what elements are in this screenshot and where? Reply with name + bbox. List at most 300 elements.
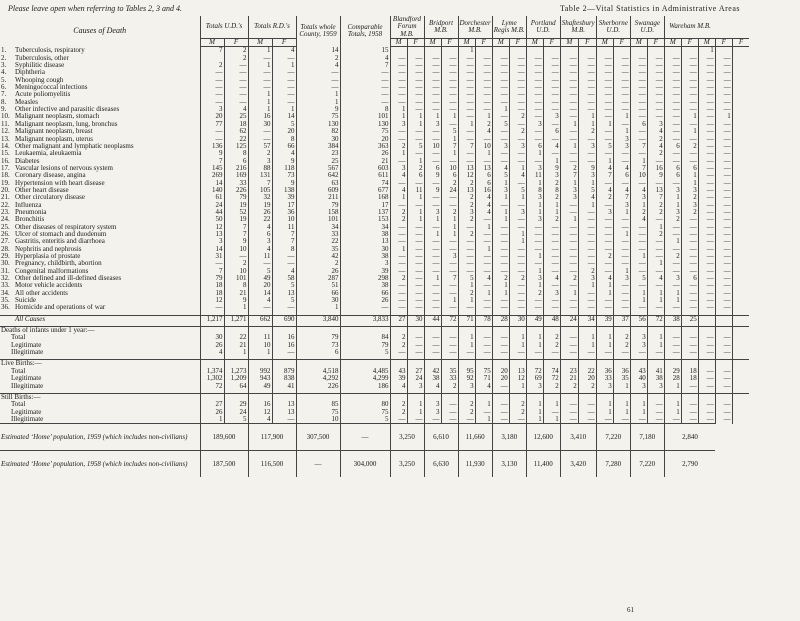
table-cell: — (272, 91, 296, 98)
table-cell: — (578, 209, 596, 216)
table-cell: 1 (630, 253, 647, 260)
table-cell: 3 (200, 106, 224, 113)
table-cell: — (526, 113, 543, 120)
table-cell: 11 (526, 172, 543, 179)
table-cell: 9 (272, 180, 296, 187)
table-cell: 1 (390, 150, 407, 157)
table-cell: — (715, 77, 732, 84)
table-cell: — (272, 349, 296, 356)
table-cell: — (475, 231, 492, 238)
table-cell (647, 47, 664, 55)
table-cell: — (647, 401, 664, 408)
table-cell: 7 (630, 143, 647, 150)
table-cell: 33 (224, 180, 248, 187)
table-cell: — (560, 99, 578, 106)
table-cell: — (698, 416, 715, 424)
table-cell: — (596, 69, 613, 76)
table-cell (543, 47, 560, 55)
table-row (0, 216, 749, 223)
table-cell: 21 (340, 158, 390, 165)
table-cell: 3 (526, 275, 543, 282)
table-cell: 1 (296, 91, 340, 98)
table-cell: — (560, 128, 578, 135)
table-cell: — (681, 62, 698, 69)
table-cell: 27 (390, 315, 407, 323)
table-cell: 51 (296, 282, 340, 289)
table-row (0, 69, 749, 76)
table-cell: 1 (272, 106, 296, 113)
table-cell: 1 (596, 401, 613, 408)
sex-subheader: F (647, 39, 664, 47)
table-cell: 838 (272, 375, 296, 382)
table-cell: — (681, 106, 698, 113)
cause-text: Illegitimate (11, 382, 44, 390)
table-cell (732, 91, 749, 98)
table-cell: 3 (681, 187, 698, 194)
table-cell: — (647, 62, 664, 69)
empty-cell (526, 393, 543, 401)
cause-label (0, 136, 200, 143)
empty-cell (715, 360, 732, 368)
table-cell: 3 (647, 121, 664, 128)
table-cell: 4 (578, 194, 596, 201)
cause-text: Other malignant and lymphatic neoplasms (15, 142, 134, 150)
table-cell: 1 (272, 62, 296, 69)
table-cell: 168 (340, 194, 390, 201)
cause-text: Ulcer of stomach and duodenum (15, 230, 107, 238)
table-row (0, 368, 749, 375)
table-cell: 2 (200, 62, 224, 69)
table-cell: 12 (458, 172, 475, 179)
table-cell: 642 (296, 172, 340, 179)
table-cell: — (248, 77, 272, 84)
table-cell: 186 (340, 383, 390, 390)
table-cell: 14 (200, 180, 224, 187)
table-cell (578, 47, 596, 55)
table-cell: 1 (390, 246, 407, 253)
table-cell: — (475, 268, 492, 275)
table-cell: 1 (613, 409, 630, 416)
table-cell (441, 47, 458, 55)
table-cell: — (492, 84, 509, 91)
cause-number: 32. (1, 275, 10, 283)
table-cell: — (613, 77, 630, 84)
table-cell: — (248, 69, 272, 76)
table-cell: 4 (596, 275, 613, 282)
table-cell: — (340, 84, 390, 91)
table-cell: 3 (526, 121, 543, 128)
population-value: 187,500 (200, 451, 248, 478)
table-cell: 2 (647, 209, 664, 216)
cause-text: Malignant neoplasm, stomach (15, 113, 100, 121)
table-cell: — (543, 282, 560, 289)
sex-subheader: F (578, 39, 596, 47)
table-cell: — (664, 268, 681, 275)
table-cell: — (681, 416, 698, 424)
cause-label (0, 194, 200, 201)
table-cell: 2 (509, 128, 526, 135)
table-cell: — (424, 224, 441, 231)
table-cell: 4 (248, 246, 272, 253)
sex-subheader: M (526, 39, 543, 47)
table-cell: 3 (560, 194, 578, 201)
table-cell: 2 (543, 180, 560, 187)
table-cell: — (441, 238, 458, 245)
table-cell: 36 (596, 368, 613, 375)
table-cell: 3 (458, 209, 475, 216)
table-cell: — (424, 246, 441, 253)
table-cell: 3 (424, 409, 441, 416)
table-cell: 12 (200, 297, 224, 304)
table-cell (732, 69, 749, 76)
table-cell: — (424, 253, 441, 260)
table-cell: 384 (296, 143, 340, 150)
table-cell: 101 (224, 275, 248, 282)
table-cell: — (458, 99, 475, 106)
table-cell: — (698, 128, 715, 135)
table-cell: — (509, 416, 526, 424)
table-cell: 1 (543, 158, 560, 165)
table-cell: — (424, 62, 441, 69)
table-cell: 3 (596, 209, 613, 216)
section-title-row (0, 327, 749, 335)
table-cell: — (407, 416, 424, 424)
table-cell: 11 (272, 224, 296, 231)
table-cell: — (613, 69, 630, 76)
table-cell (732, 409, 749, 416)
population-value: 189,600 (200, 424, 248, 451)
table-cell: — (526, 77, 543, 84)
table-cell: 130 (296, 121, 340, 128)
table-cell: 1 (475, 290, 492, 297)
table-cell: 1 (613, 128, 630, 135)
cause-text: Measles (15, 98, 38, 106)
table-cell: — (596, 349, 613, 356)
empty-cell (681, 360, 698, 368)
table-cell: 3 (526, 194, 543, 201)
table-cell (732, 368, 749, 375)
table-cell: 7 (441, 275, 458, 282)
population-value: 2,790 (664, 451, 715, 478)
table-cell: — (509, 297, 526, 304)
table-cell: 2 (509, 409, 526, 416)
table-cell: 6 (630, 121, 647, 128)
table-cell: — (698, 375, 715, 382)
table-cell: — (698, 349, 715, 356)
table-cell: — (596, 106, 613, 113)
table-cell: 2 (458, 401, 475, 408)
table-cell: — (458, 128, 475, 135)
empty-cell (698, 393, 715, 401)
table-cell: 75 (296, 113, 340, 120)
table-cell: — (715, 165, 732, 172)
table-cell: — (475, 297, 492, 304)
table-cell: 1 (681, 113, 698, 120)
table-row (0, 136, 749, 143)
table-row (0, 180, 749, 187)
open-note: Please leave open when referring to Tables 2, 3 and 4. (8, 4, 183, 13)
table-cell: 879 (272, 368, 296, 375)
table-cell: 32 (248, 194, 272, 201)
table-cell: 31 (200, 253, 224, 260)
table-row (0, 375, 749, 382)
table-cell: — (492, 268, 509, 275)
cause-number: 11. (1, 120, 10, 128)
table-cell: — (458, 77, 475, 84)
table-cell: 4 (390, 172, 407, 179)
cause-label (0, 224, 200, 231)
table-cell: 2 (613, 334, 630, 341)
cause-text: Total (11, 401, 26, 409)
table-cell: 101 (340, 113, 390, 120)
table-cell (732, 187, 749, 194)
table-cell: 4 (390, 187, 407, 194)
table-cell: — (475, 349, 492, 356)
sex-subheader: F (272, 39, 296, 47)
table-cell: — (526, 231, 543, 238)
table-cell: — (407, 69, 424, 76)
table-cell: 14 (272, 113, 296, 120)
table-cell: — (715, 209, 732, 216)
cause-number: 19. (1, 179, 10, 187)
table-cell: — (441, 416, 458, 424)
table-cell: — (715, 187, 732, 194)
table-cell: 611 (340, 172, 390, 179)
empty-cell (200, 393, 224, 401)
table-cell: — (698, 150, 715, 157)
table-cell: — (715, 253, 732, 260)
cause-text: Vascular lesions of nervous system (15, 164, 113, 172)
table-cell: — (698, 268, 715, 275)
empty-cell (407, 360, 424, 368)
table-cell: 992 (248, 368, 272, 375)
table-cell: 1 (224, 349, 248, 356)
table-cell: 43 (390, 368, 407, 375)
cause-label (0, 275, 200, 282)
table-cell: 77 (200, 121, 224, 128)
table-cell: — (613, 290, 630, 297)
table-cell: 1 (492, 216, 509, 223)
population-value: 11,660 (458, 424, 492, 451)
table-cell: 1 (664, 202, 681, 209)
table-cell: 2 (458, 216, 475, 223)
table-cell: — (596, 238, 613, 245)
table-cell: — (390, 55, 407, 62)
population-value: 7,220 (596, 424, 630, 451)
table-cell: — (543, 55, 560, 62)
table-cell: — (715, 150, 732, 157)
table-cell: — (509, 69, 526, 76)
table-cell: — (664, 282, 681, 289)
cause-text: Hyperplasia of prostate (15, 253, 81, 260)
table-cell: 3 (613, 136, 630, 143)
table-cell: 9 (200, 150, 224, 157)
table-cell: — (664, 91, 681, 98)
table-cell (613, 47, 630, 55)
table-cell: 1 (578, 202, 596, 209)
table-cell: 20 (492, 368, 509, 375)
table-cell: — (715, 224, 732, 231)
empty-cell (596, 393, 613, 401)
table-cell: — (441, 349, 458, 356)
table-cell: 13 (475, 165, 492, 172)
table-cell (509, 47, 526, 55)
table-cell: 1 (424, 231, 441, 238)
table-cell: 3 (630, 383, 647, 390)
table-cell: 16 (272, 342, 296, 349)
table-cell: 7 (224, 224, 248, 231)
table-cell: 13 (647, 187, 664, 194)
table-cell: — (681, 304, 698, 311)
table-cell: — (681, 84, 698, 91)
table-cell: — (647, 69, 664, 76)
table-cell: 2 (458, 180, 475, 187)
table-cell: 23 (560, 368, 578, 375)
table-cell: — (200, 304, 224, 311)
table-cell: 1 (526, 334, 543, 341)
table-cell: — (647, 77, 664, 84)
table-cell: — (715, 368, 732, 375)
causes-header: Causes of Death (73, 26, 127, 36)
table-cell: — (578, 158, 596, 165)
table-cell: 6 (664, 143, 681, 150)
table-cell: 3 (613, 275, 630, 282)
cause-text: Tuberculosis, respiratory (15, 46, 85, 55)
table-cell: — (492, 99, 509, 106)
table-cell: 1 (630, 409, 647, 416)
table-cell: — (613, 180, 630, 187)
table-cell: 2 (681, 209, 698, 216)
table-cell: — (492, 77, 509, 84)
table-cell: — (248, 84, 272, 91)
empty-cell (560, 327, 578, 335)
cause-text: Other circulatory disease (15, 194, 85, 202)
sex-subheader: F (224, 39, 248, 47)
table-cell: — (475, 334, 492, 341)
cause-label (0, 106, 200, 113)
wareham-header: Wareham M.B. (664, 16, 715, 39)
empty-cell (475, 327, 492, 335)
table-cell: 2 (458, 290, 475, 297)
table-cell: — (407, 77, 424, 84)
table-cell: — (560, 334, 578, 341)
table-cell: 24 (407, 375, 424, 382)
table-cell: 75 (340, 409, 390, 416)
table-cell: — (715, 194, 732, 201)
table-cell: — (630, 91, 647, 98)
table-cell: 2 (492, 275, 509, 282)
table-cell: 13 (200, 231, 224, 238)
cause-label (0, 150, 200, 157)
table-cell: — (458, 69, 475, 76)
table-cell: — (441, 121, 458, 128)
table-cell: 25 (296, 158, 340, 165)
table-cell: 1 (664, 409, 681, 416)
table-cell: — (390, 304, 407, 311)
table-cell: — (715, 202, 732, 209)
table-cell: 8 (224, 150, 248, 157)
table-cell: 1 (492, 180, 509, 187)
table-cell: — (698, 62, 715, 69)
table-cell: — (715, 99, 732, 106)
table-cell: 1 (407, 121, 424, 128)
table-cell: — (526, 349, 543, 356)
table-cell: 2 (475, 121, 492, 128)
table-cell: 40 (630, 375, 647, 382)
table-cell: 10 (224, 268, 248, 275)
population-value: 3,420 (560, 451, 596, 478)
table-cell: 1 (596, 158, 613, 165)
table-cell: — (715, 216, 732, 223)
table-cell: 48 (543, 315, 560, 323)
table-cell: — (715, 136, 732, 143)
table-cell: 1 (509, 383, 526, 390)
table-cell: 2 (596, 194, 613, 201)
table-cell: 49 (248, 275, 272, 282)
table-cell: 6 (475, 180, 492, 187)
table-cell: — (715, 62, 732, 69)
table-cell: — (560, 69, 578, 76)
table-cell: — (596, 180, 613, 187)
table-cell: — (441, 334, 458, 341)
table-cell: 1 (560, 290, 578, 297)
cause-text: Diphtheria (15, 69, 45, 77)
table-cell: 3 (424, 121, 441, 128)
empty-cell (732, 327, 749, 335)
table-cell: — (578, 55, 596, 62)
table-cell: 16 (248, 113, 272, 120)
empty-cell (509, 393, 526, 401)
table-cell: — (407, 349, 424, 356)
table-cell: 66 (296, 290, 340, 297)
table-cell: 3,840 (296, 315, 340, 323)
table-cell: — (613, 150, 630, 157)
table-cell: 66 (340, 290, 390, 297)
table-cell: — (543, 91, 560, 98)
table-cell: 1 (441, 216, 458, 223)
table-cell: — (715, 290, 732, 297)
population-value: — (340, 424, 390, 451)
table-cell: — (390, 349, 407, 356)
sex-subheader: F (407, 39, 424, 47)
table-cell: — (596, 84, 613, 91)
page-number: 61 (627, 606, 634, 614)
table-cell: 5 (272, 282, 296, 289)
table-row (0, 62, 749, 69)
table-cell: 567 (296, 165, 340, 172)
table-cell: 1 (560, 143, 578, 150)
cause-label (0, 99, 200, 106)
table-cell: 8 (526, 187, 543, 194)
table-cell: 1,271 (224, 315, 248, 323)
cause-label (0, 246, 200, 253)
table-cell: — (698, 368, 715, 375)
cause-label (0, 297, 200, 304)
table-cell: — (630, 84, 647, 91)
table-cell: 1 (407, 158, 424, 165)
table-cell (732, 172, 749, 179)
cause-text: Legitimate (11, 375, 42, 383)
table-cell: 4 (492, 165, 509, 172)
table-cell: — (407, 150, 424, 157)
table-cell: — (492, 253, 509, 260)
empty-cell (630, 393, 647, 401)
table-cell: — (681, 253, 698, 260)
table-cell: 13 (458, 165, 475, 172)
empty-cell (647, 327, 664, 335)
table-cell: 1 (526, 416, 543, 424)
table-cell: 17 (340, 202, 390, 209)
